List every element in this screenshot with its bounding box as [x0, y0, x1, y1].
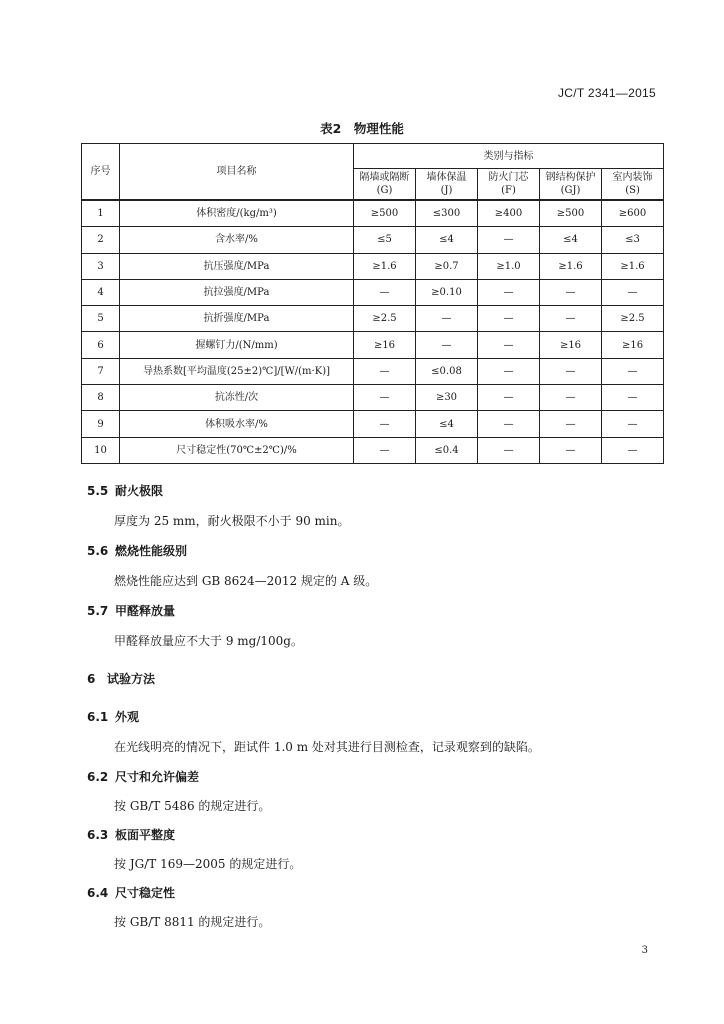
- cell-value: —: [416, 306, 478, 332]
- cell-value: ≤300: [416, 200, 478, 227]
- cell-item: 握螺钉力/(N/mm): [120, 332, 354, 358]
- col-header-seq: 序号: [82, 144, 120, 201]
- table-row: [82, 253, 664, 279]
- cell-value: ≥2.5: [602, 306, 664, 332]
- cell-item: 体积吸水率/%: [120, 411, 354, 437]
- cell-value: —: [602, 411, 664, 437]
- cell-item: 导热系数[平均温度(25±2)℃]/[W/(m·K)]: [120, 358, 354, 384]
- cell-value: ≥1.6: [540, 253, 602, 279]
- col-header-category: 钢结构保护 (GJ): [540, 169, 602, 201]
- cell-value: ≥16: [602, 332, 664, 358]
- cell-no: 5: [82, 306, 120, 332]
- cell-value: ≥400: [478, 200, 540, 227]
- table-row: [82, 332, 664, 358]
- cell-value: —: [354, 411, 416, 437]
- page-number: 3: [641, 945, 648, 956]
- cell-value: —: [540, 385, 602, 411]
- cell-value: ≤4: [416, 411, 478, 437]
- cell-value: —: [478, 358, 540, 384]
- table-row: [82, 200, 664, 227]
- cell-no: 4: [82, 279, 120, 305]
- cell-value: ≥30: [416, 385, 478, 411]
- cell-value: —: [354, 437, 416, 463]
- cell-value: —: [540, 279, 602, 305]
- section-heading: 6.1 外观: [87, 710, 140, 724]
- section-paragraph: 按 JG/T 169—2005 的规定进行。: [114, 857, 302, 871]
- section-paragraph: 燃烧性能应达到 GB 8624—2012 规定的 A 级。: [114, 574, 378, 588]
- cell-item: 含水率/%: [120, 227, 354, 253]
- cell-value: —: [416, 332, 478, 358]
- cell-value: —: [540, 411, 602, 437]
- section-heading: 5.5 耐火极限: [87, 484, 164, 498]
- section-paragraph: 甲醛释放量应不大于 9 mg/100g。: [114, 634, 303, 648]
- cell-value: —: [478, 437, 540, 463]
- section-heading: 6.3 板面平整度: [87, 828, 176, 842]
- cell-value: ≥1.0: [478, 253, 540, 279]
- cell-no: 1: [82, 200, 120, 227]
- cell-value: ≥16: [540, 332, 602, 358]
- standard-number: JC/T 2341—2015: [557, 86, 656, 100]
- cell-value: —: [478, 306, 540, 332]
- cell-no: 6: [82, 332, 120, 358]
- cell-value: ≥0.10: [416, 279, 478, 305]
- cell-value: —: [602, 385, 664, 411]
- cell-value: ≥16: [354, 332, 416, 358]
- cell-value: —: [540, 437, 602, 463]
- table-row: [82, 385, 664, 411]
- cell-item: 抗压强度/MPa: [120, 253, 354, 279]
- cell-value: —: [540, 306, 602, 332]
- cell-value: ≤5: [354, 227, 416, 253]
- cell-item: 抗折强度/MPa: [120, 306, 354, 332]
- cell-value: —: [602, 437, 664, 463]
- physical-properties-table: [81, 143, 664, 464]
- cell-value: —: [478, 411, 540, 437]
- cell-no: 8: [82, 385, 120, 411]
- section-paragraph: 厚度为 25 mm，耐火极限不小于 90 min。: [114, 514, 350, 528]
- cell-item: 体积密度/(kg/m³): [120, 200, 354, 227]
- cell-value: —: [478, 332, 540, 358]
- table-row: [82, 437, 664, 463]
- section-paragraph: 在光线明亮的情况下，距试件 1.0 m 处对其进行目测检查，记录观察到的缺陷。: [114, 740, 540, 754]
- cell-value: —: [478, 279, 540, 305]
- cell-item: 尺寸稳定性(70℃±2℃)/%: [120, 437, 354, 463]
- cell-value: ≥600: [602, 200, 664, 227]
- table-row: [82, 227, 664, 253]
- cell-no: 10: [82, 437, 120, 463]
- section-heading: 6.2 尺寸和允许偏差: [87, 770, 200, 784]
- section-heading: 5.6 燃烧性能级别: [87, 544, 188, 558]
- table-row: [82, 279, 664, 305]
- cell-value: ≤0.08: [416, 358, 478, 384]
- cell-no: 7: [82, 358, 120, 384]
- cell-value: —: [478, 385, 540, 411]
- col-header-category: 防火门芯 (F): [478, 169, 540, 201]
- cell-value: ≤4: [540, 227, 602, 253]
- section-heading: 6.4 尺寸稳定性: [87, 886, 176, 900]
- cell-value: ≤0.4: [416, 437, 478, 463]
- cell-value: ≥1.6: [354, 253, 416, 279]
- cell-value: ≥1.6: [602, 253, 664, 279]
- table-row: [82, 306, 664, 332]
- col-header-item: 项目名称: [120, 144, 354, 201]
- cell-value: —: [354, 279, 416, 305]
- col-header-category: 室内装饰 (S): [602, 169, 664, 201]
- chapter-heading: 6 试验方法: [87, 672, 156, 686]
- col-header-category: 隔墙或隔断 (G): [354, 169, 416, 201]
- cell-value: ≥500: [354, 200, 416, 227]
- section-heading: 5.7 甲醛释放量: [87, 604, 176, 618]
- section-paragraph: 按 GB/T 8811 的规定进行。: [114, 915, 271, 929]
- cell-no: 3: [82, 253, 120, 279]
- cell-value: ≥500: [540, 200, 602, 227]
- cell-value: ≤3: [602, 227, 664, 253]
- cell-item: 抗冻性/次: [120, 385, 354, 411]
- cell-value: —: [354, 385, 416, 411]
- cell-value: —: [354, 358, 416, 384]
- table-row: [82, 411, 664, 437]
- cell-value: ≤4: [416, 227, 478, 253]
- cell-value: —: [602, 358, 664, 384]
- cell-item: 抗拉强度/MPa: [120, 279, 354, 305]
- cell-value: —: [602, 279, 664, 305]
- cell-value: —: [540, 358, 602, 384]
- cell-no: 2: [82, 227, 120, 253]
- cell-value: ≥0.7: [416, 253, 478, 279]
- table-title: 表2 物理性能: [320, 121, 404, 136]
- cell-value: ≥2.5: [354, 306, 416, 332]
- cell-value: —: [478, 227, 540, 253]
- cell-no: 9: [82, 411, 120, 437]
- section-paragraph: 按 GB/T 5486 的规定进行。: [114, 799, 271, 813]
- col-header-group: 类别与指标: [354, 144, 664, 169]
- table-row: [82, 358, 664, 384]
- col-header-category: 墙体保温 (J): [416, 169, 478, 201]
